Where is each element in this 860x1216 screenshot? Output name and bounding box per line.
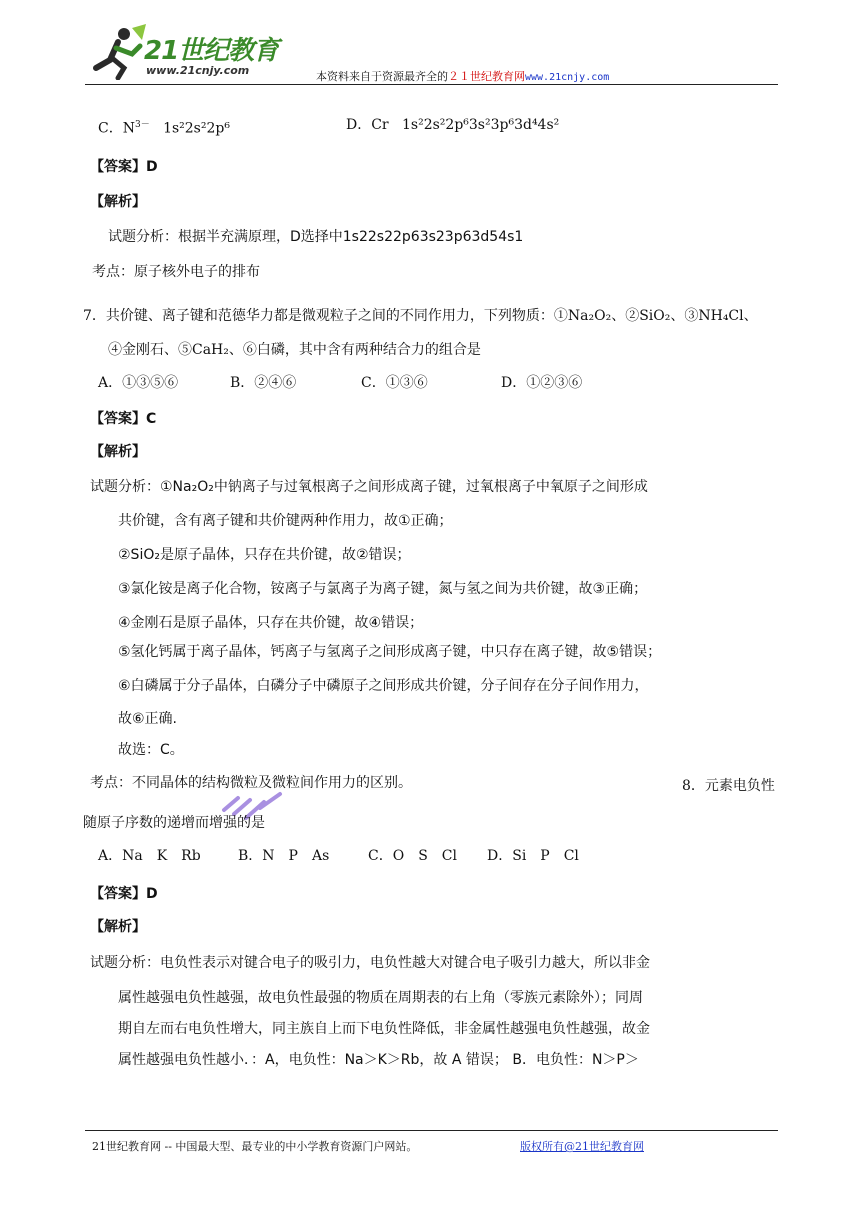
- q7-option-a: A．①③⑤⑥: [98, 375, 179, 391]
- q8-analysis-line: 期自左而右电负性增大，同主族自上而下电负性降低，非金属性越强电负性越强，故金: [118, 1021, 650, 1037]
- q7-analysis-line: 故⑥正确.: [118, 711, 178, 727]
- q7-option-b: B．②④⑥: [230, 375, 297, 391]
- footer-copyright-link[interactable]: 版权所有@21世纪教育网: [520, 1140, 644, 1153]
- header-source-note: [316, 68, 609, 84]
- q7-analysis-line: 试题分析：①Na₂O₂中钠离子与过氧根离子之间形成离子键，过氧根离子中氧原子之间形成: [90, 479, 648, 495]
- q7-point: 考点：不同晶体的结构微粒及微粒间作用力的区别。: [90, 775, 412, 791]
- q7-analysis-line: ⑤氢化钙属于离子晶体，钙离子与氢离子之间形成离子键，中只存在离子键，故⑤错误；: [118, 644, 662, 660]
- logo-url: www.21cnjy.com: [146, 64, 250, 77]
- q8-analysis-line: 属性越强电负性越强，故电负性最强的物质在周期表的右上角（零族元素除外）；同周: [118, 990, 643, 1006]
- q7-analysis-line: 故选：C。: [118, 742, 184, 758]
- q6-option-d: D．Cr 1s²2s²2p⁶3s²3p⁶3d⁴4s²: [346, 117, 560, 133]
- q7-analysis-line: ④金刚石是原子晶体，只存在共价键，故④错误；: [118, 615, 424, 631]
- q7-analysis-line: ⑥白磷属于分子晶体，白磷分子中磷原子之间形成共价键，分子间存在分子间作用力，: [118, 678, 649, 694]
- q8-answer: 【答案】D: [90, 886, 158, 902]
- q7-option-d: D．①②③⑥: [501, 375, 583, 391]
- q6-point: 考点：原子核外电子的排布: [92, 264, 260, 280]
- q8-option-d: D．Si P Cl: [487, 848, 579, 864]
- q7-analysis-line: 共价键，含有离子键和共价键两种作用力，故①正确；: [118, 513, 453, 529]
- q6-option-c: C．$N^{3-}$ 1s²2s²2p⁶: [98, 120, 230, 137]
- q8-option-c: C．O S Cl: [368, 848, 457, 864]
- q7-stem-line1: 7．共价键、离子键和范德华力都是微观粒子之间的不同作用力，下列物质：①Na₂O₂、②SiO₂、③NH₄Cl、: [83, 308, 758, 324]
- q8-stem-part1: 8．元素电负性: [682, 778, 775, 794]
- q8-option-b: B．N P As: [238, 848, 330, 864]
- q6-analysis-head: 【解析】: [90, 194, 146, 210]
- q8-analysis-line: 试题分析：电负性表示对键合电子的吸引力，电负性越大对键合电子吸引力越大，所以非金: [90, 955, 650, 971]
- source-url-link[interactable]: www.21cnjy.com: [525, 72, 610, 83]
- q6-answer: 【答案】D: [90, 159, 158, 175]
- source-site-link[interactable]: ２１世纪教育网: [448, 70, 525, 83]
- q8-analysis-head: 【解析】: [90, 919, 146, 935]
- footer-left-text: 21世纪教育网 -- 中国最大型、最专业的中小学教育资源门户网站。: [92, 1140, 418, 1153]
- source-prefix: 本资料来自于资源最齐全的: [316, 70, 448, 83]
- q8-option-a: A．Na K Rb: [98, 848, 201, 864]
- q7-analysis-line: ③氯化铵是离子化合物，铵离子与氯离子为离子键，氮与氢之间为共价键，故③正确；: [118, 581, 648, 597]
- q8-analysis-line: 属性越强电负性越小．：A，电负性：Na＞K＞Rb，故 A 错误； B．电负性：N＞P＞: [118, 1052, 639, 1068]
- q7-analysis-head: 【解析】: [90, 444, 146, 460]
- q6-analysis-text: 试题分析：根据半充满原理，D选择中1s22s22p63s23p63d54s1: [108, 229, 524, 245]
- header-divider: [85, 84, 778, 85]
- q7-stem-line2: ④金刚石、⑤CaH₂、⑥白磷，其中含有两种结合力的组合是: [108, 342, 481, 358]
- q7-analysis-line: ②SiO₂是原子晶体，只存在共价键，故②错误；: [118, 547, 411, 563]
- footer-divider: [85, 1130, 778, 1131]
- site-logo[interactable]: [88, 24, 288, 82]
- q7-option-c: C．①③⑥: [361, 375, 428, 391]
- q7-answer: 【答案】C: [90, 411, 157, 427]
- logo-text: 21世纪教育: [144, 36, 279, 66]
- q8-stem-part2: 随原子序数的递增而增强的是: [83, 815, 265, 831]
- runner-logo-icon: [88, 24, 148, 80]
